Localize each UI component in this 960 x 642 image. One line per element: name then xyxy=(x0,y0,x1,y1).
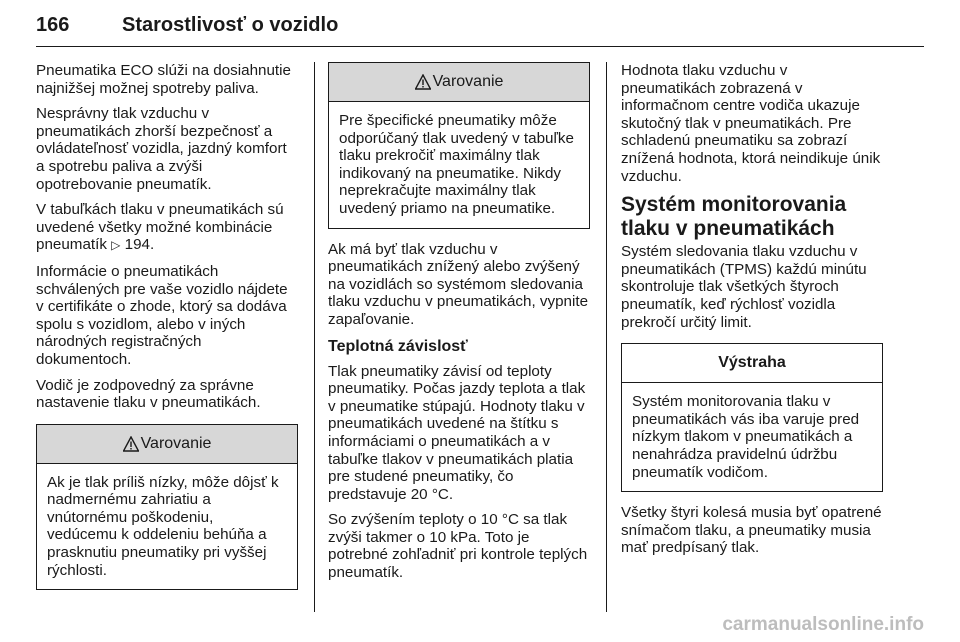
warning-title: Varovanie xyxy=(140,434,212,452)
caution-box xyxy=(621,343,883,492)
paragraph xyxy=(36,201,298,255)
column-divider xyxy=(314,62,315,612)
page-number: 166 xyxy=(36,14,70,36)
section-title: Starostlivosť o vozidlo xyxy=(122,14,339,36)
warning-header xyxy=(329,63,589,102)
warning-title: Varovanie xyxy=(432,73,504,91)
caution-header: Výstraha xyxy=(622,344,882,383)
column-divider xyxy=(606,62,607,612)
paragraph: Informácie o pneumatikách schválených pre vaše vozidlo nájdete v certifikáte o zhode, ktorý sa dodáva spolu s vozidlom, alebo v iných národných registračných dokumentoch. xyxy=(36,262,288,368)
paragraph: So zvýšením teploty o 10 °C sa tlak zvýši takmer o 10 kPa. Toto je potrebné zohľadniť pri kontrole teplých pneumatík. xyxy=(328,511,588,582)
caution-body: Systém monitorovania tlaku v pneumatikách vás iba varuje pred nízkym tlakom v pneumatikách a nenahrádza pravidelnú údržbu pneumatík vodičom. xyxy=(632,393,860,481)
paragraph: Hodnota tlaku vzduchu v pneumatikách zobrazená v informačnom centre vodiča ukazuje skutočný tlak v pneumatikách. Pre schladenú pneumatiku sa zobrazí znížená hodnota, ktorá neindikuje únik vzduchu. xyxy=(621,62,881,185)
paragraph: Ak má byť tlak vzduchu v pneumatikách znížený alebo zvýšený na vozidlách so systémom sledovania tlaku vzduchu v pneumatikách, vypnite zapaľovanie. xyxy=(328,240,589,328)
paragraph: Nesprávny tlak vzduchu v pneumatikách zhorší bezpečnosť a ovládateľnosť vozidla, jazdný komfort a spotrebu paliva a zvýši opotrebovanie pneumatík. xyxy=(36,105,287,193)
paragraph: Tlak pneumatiky závisí od teploty pneumatiky. Počas jazdy teplota a tlak v pneumatike stúpajú. Hodnoty tlaku v pneumatikách uvedené na štítku s informáciami o pneumatikách a v tabuľke tlakov v pneumatikách platia pre studené pneumatiky, čo predstavuje 20 °C. xyxy=(328,362,586,503)
paragraph: Pneumatika ECO slúži na dosiahnutie najnižšej možnej spotreby paliva. xyxy=(36,62,291,97)
column-1 xyxy=(36,62,298,602)
paragraph-text: V tabuľkách tlaku v pneumatikách sú uvedené všetky možné kombinácie pneumatík xyxy=(36,201,284,254)
page-reference-icon: ▷ xyxy=(111,238,121,253)
subheading: Teplotná závislosť xyxy=(328,337,468,355)
warning-triangle-icon xyxy=(415,74,431,90)
warning-triangle-icon xyxy=(123,436,139,452)
paragraph: Všetky štyri kolesá musia byť opatrené snímačom tlaku, a pneumatiky musia mať predpísaný tlak. xyxy=(621,504,882,557)
watermark: carmanualsonline.info xyxy=(722,614,924,635)
warning-box xyxy=(36,424,298,591)
column-2 xyxy=(328,62,590,590)
warning-header xyxy=(37,425,297,464)
section-heading: Systém monitorovania tlaku v pneumatikách xyxy=(621,193,847,241)
page-header xyxy=(36,10,924,47)
column-3 xyxy=(621,62,883,565)
warning-box xyxy=(328,62,590,229)
page-reference[interactable]: 194. xyxy=(124,236,155,254)
paragraph: Vodič je zodpovedný za správne nastavenie tlaku v pneumatikách. xyxy=(36,376,261,412)
paragraph: Systém sledovania tlaku vzduchu v pneumatikách (TPMS) každú minútu skontroluje tlak všetkých štyroch pneumatík, keď rýchlosť vozidla prekročí určitý limit. xyxy=(621,243,867,331)
warning-body: Pre špecifické pneumatiky môže odporúčaný tlak uvedený v tabuľke tlaku prekročiť maximálny tlak indikovaný na pneumatike. Nikdy neprekračujte maximálny tlak uvedený priamo na pneumatike. xyxy=(339,112,574,217)
warning-body: Ak je tlak príliš nízky, môže dôjsť k nadmernému zahriatiu a vnútornému poškodeniu, vedúcemu k oddeleniu behúňa a prasknutiu pneumatiky pri vyššej rýchlosti. xyxy=(47,473,279,579)
